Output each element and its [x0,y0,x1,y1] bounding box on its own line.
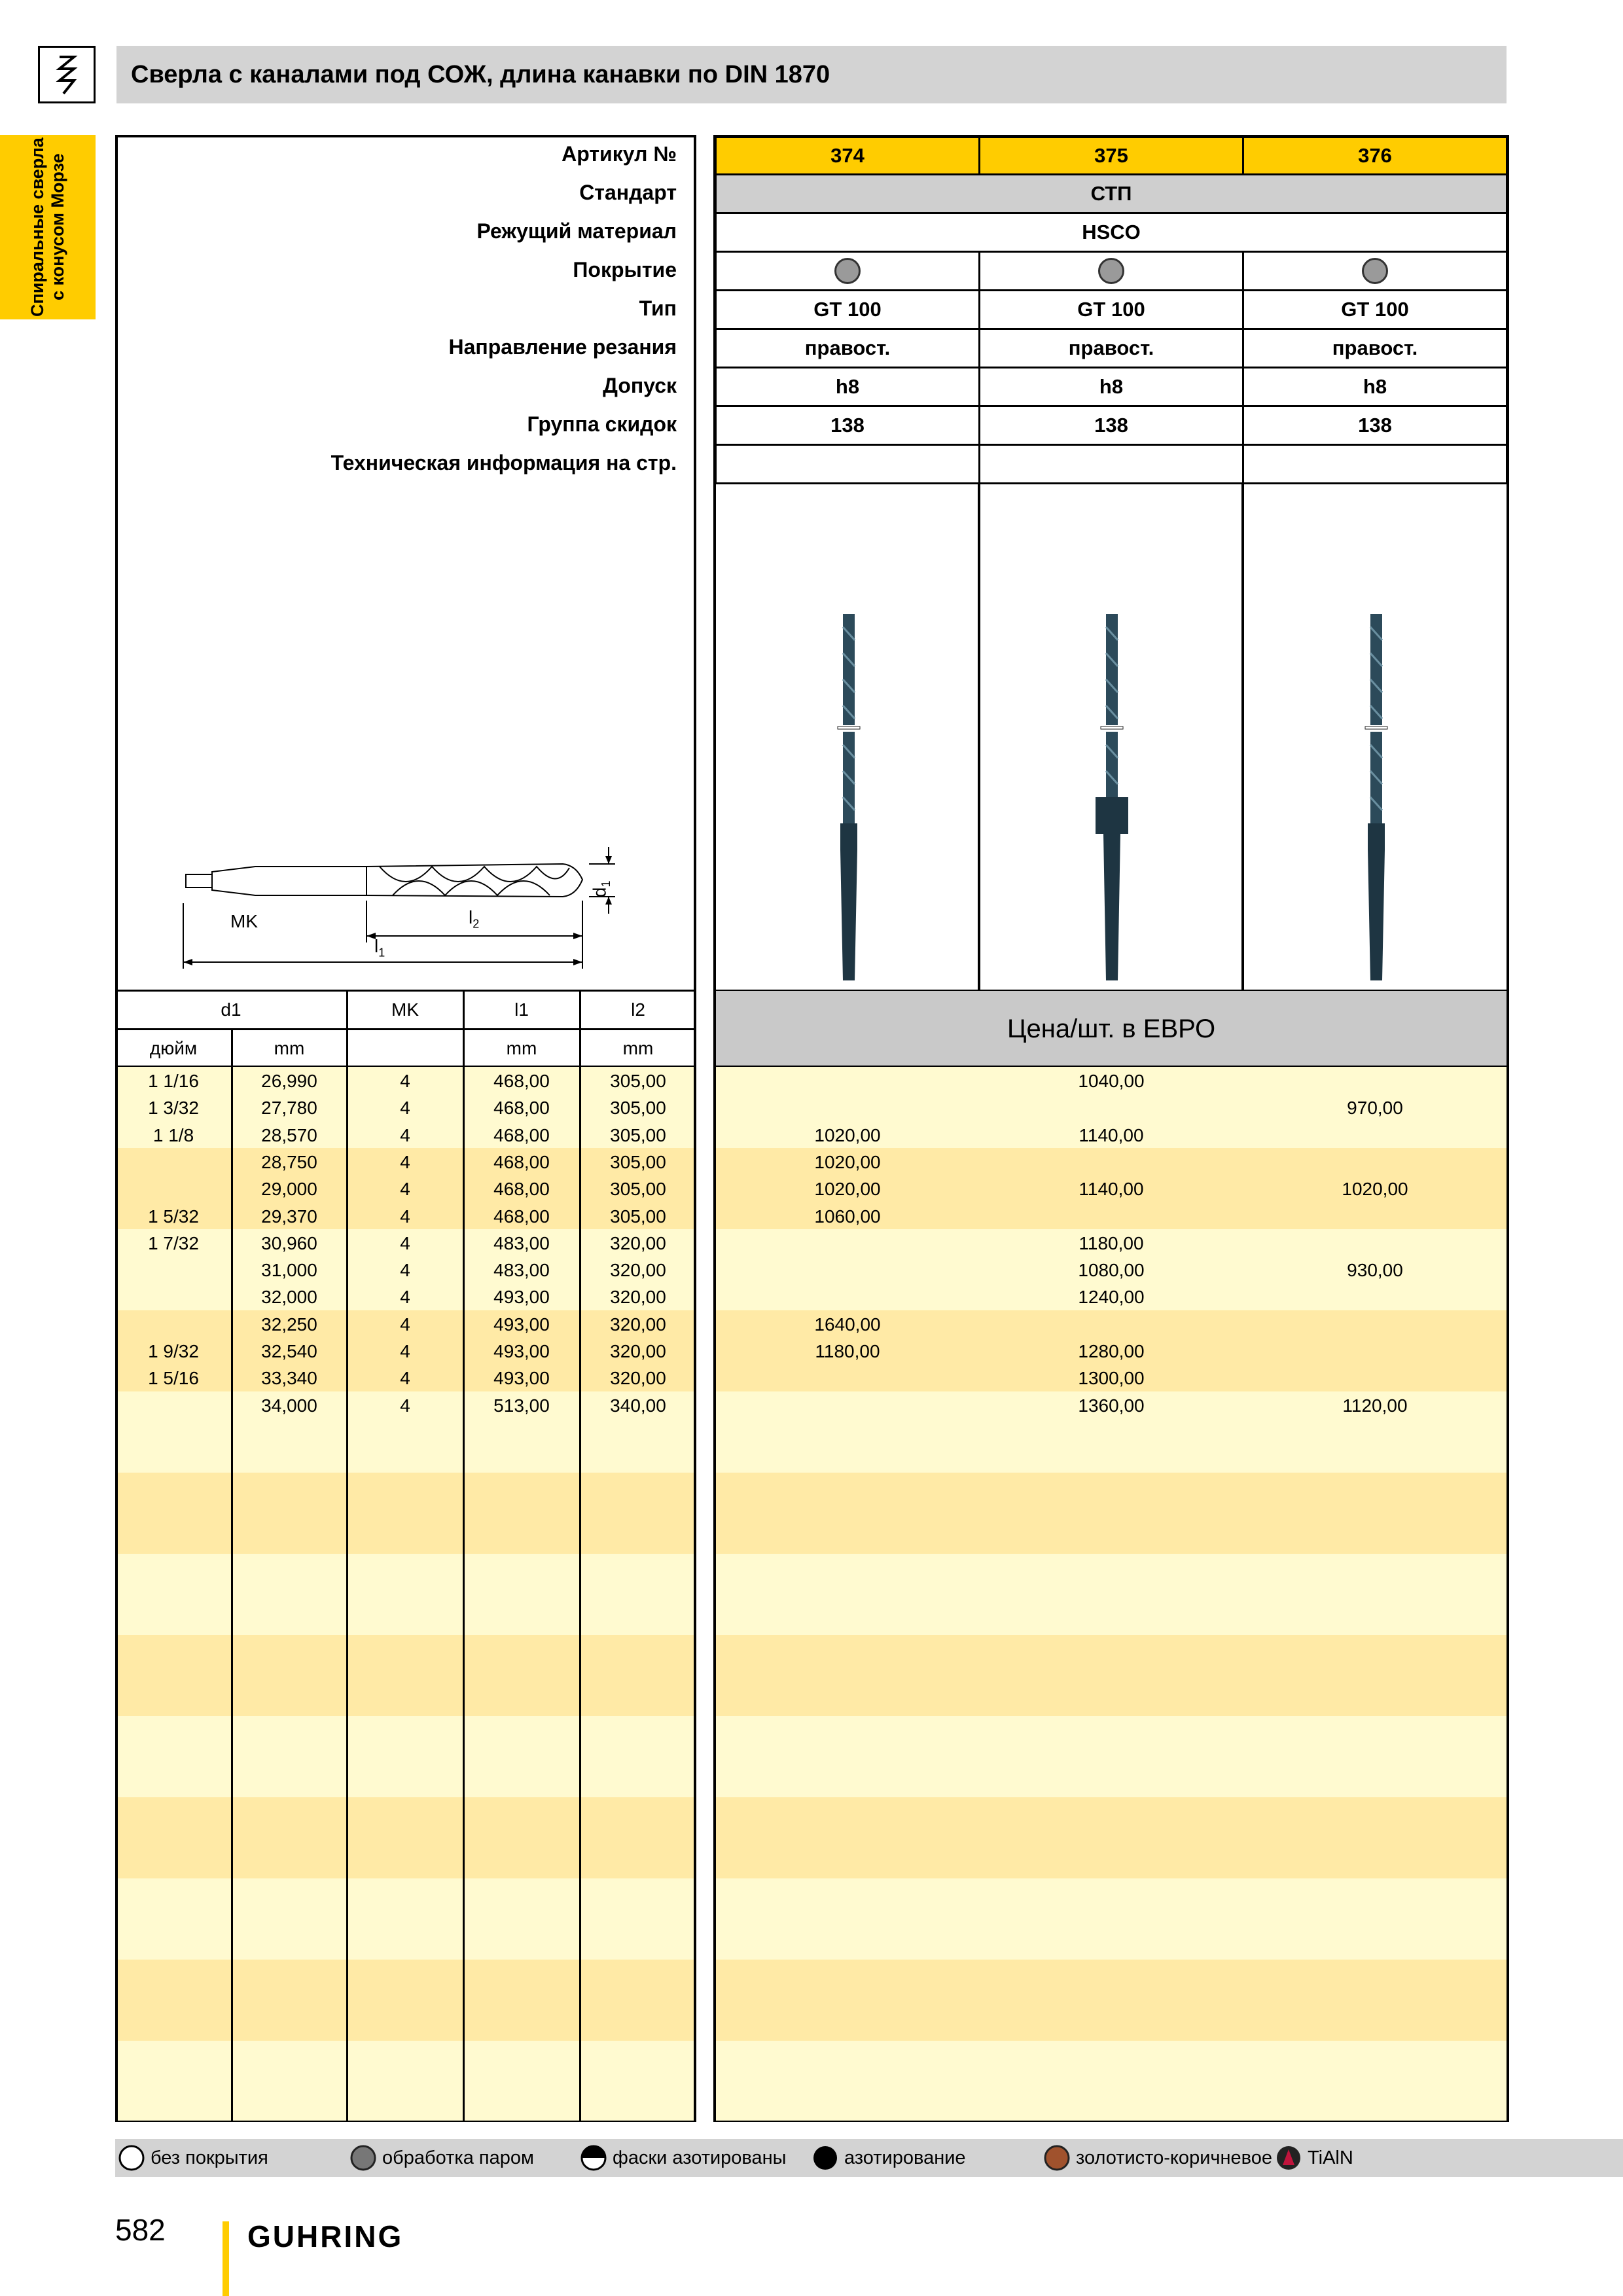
tolerance-374: h8 [715,367,980,407]
price-375 [978,1311,1244,1338]
cell-mk: 4 [400,1368,410,1389]
cell-d1-mm: 29,000 [261,1179,317,1200]
cell-d1-mm: 32,000 [261,1287,317,1308]
price-376 [1242,1230,1508,1257]
coating-374 [715,251,980,291]
col-inch-unit: дюйм [149,1038,198,1058]
article-376: 376 [1242,136,1508,175]
price-374: 1020,00 [814,1124,881,1145]
price-376 [1242,1122,1508,1149]
price-374 [715,1067,980,1094]
row-stripe [118,1960,694,2041]
row-stripe [716,1960,1507,2041]
price-374: 1020,00 [814,1179,881,1200]
price-375: 1140,00 [1079,1124,1144,1145]
cell-l1: 493,00 [493,1368,550,1389]
diagram-l1-sub: 1 [378,946,385,960]
col-l2-unit: mm [622,1038,654,1058]
techinfo-374 [715,444,980,484]
drill-drawing [170,838,641,982]
tolerance-375: h8 [978,367,1244,407]
row-stripe [118,1797,694,1878]
price-374 [715,1283,980,1310]
material-value: HSCO [715,212,1508,253]
price-375 [978,1203,1244,1230]
diagram-l2-sub: 2 [473,917,480,931]
cell-inch: 1 5/16 [148,1368,199,1389]
col-d1: d1 [221,999,241,1020]
legend-steam [349,2139,534,2177]
cell-inch: 1 1/8 [152,1124,194,1145]
row-stripe [118,1473,694,1554]
tolerance-376: h8 [1242,367,1508,407]
page-number: 582 [115,2213,166,2247]
legend-gold-brown [1043,2139,1272,2177]
legend-nitrided [812,2139,966,2177]
grid-line [579,991,581,2121]
grid-line [463,991,465,2121]
cell-inch [115,1392,232,1419]
cell-mk: 4 [400,1151,410,1172]
row-stripe [118,1554,694,1635]
row-stripe [716,2041,1507,2121]
cell-inch [115,1175,232,1202]
label-tolerance: Допуск [603,374,677,397]
cell-inch: 1 9/32 [148,1341,199,1361]
price-376 [1242,1283,1508,1310]
cell-l1: 483,00 [493,1232,550,1253]
steam-treated-icon [349,2144,377,2172]
nitrided-icon [812,2144,839,2172]
cell-d1-mm: 28,570 [261,1124,317,1145]
cell-l2: 305,00 [610,1206,666,1227]
nitrided-chamfer-icon [580,2144,607,2172]
label-type: Тип [639,296,677,320]
grid-line [346,991,348,2121]
drill-376-image [1353,614,1399,980]
direction-375: правост. [978,328,1244,368]
article-375: 375 [978,136,1244,175]
price-376: 970,00 [1347,1098,1403,1119]
cell-inch [115,1311,232,1338]
cell-d1-mm: 30,960 [261,1232,317,1253]
cell-d1-mm: 32,540 [261,1341,317,1361]
row-stripe [716,1635,1507,1716]
coating-376 [1242,251,1508,291]
row-stripe [716,1554,1507,1635]
legend-label: без покрытия [151,2147,268,2168]
type-374: GT 100 [715,289,980,330]
cell-l1: 493,00 [493,1314,550,1335]
price-374: 1180,00 [815,1341,880,1361]
cell-mk: 4 [400,1232,410,1253]
cell-l1: 468,00 [493,1071,550,1091]
cell-l1: 468,00 [493,1098,550,1119]
label-article: Артикул № [562,142,677,166]
cell-inch: 1 5/32 [148,1206,199,1227]
steam-treated-icon [1362,258,1388,284]
row-stripe [716,1716,1507,1797]
type-376: GT 100 [1242,289,1508,330]
price-375: 1140,00 [1079,1179,1144,1200]
cell-l1: 468,00 [493,1206,550,1227]
price-374: 1020,00 [814,1151,881,1172]
row-stripe [118,1716,694,1797]
product-images [715,483,1508,991]
price-375: 1280,00 [1078,1341,1145,1361]
diagram-mk-label: MK [230,911,258,931]
diagram-l1-letter: l [374,936,379,956]
label-tech-info: Техническая информация на стр. [330,451,677,475]
brand-logo: GUHRING [247,2219,404,2253]
row-stripe [118,2041,694,2121]
uncoated-icon [118,2144,145,2172]
price-376 [1242,1365,1508,1391]
col-mm-unit: mm [274,1038,305,1058]
cell-d1-mm: 32,250 [261,1314,317,1335]
cell-inch [115,1283,232,1310]
legend-label: золотисто-коричневое [1076,2147,1272,2168]
cell-l1: 468,00 [493,1151,550,1172]
col-mk: MK [391,999,419,1020]
cell-d1-mm: 33,340 [261,1368,317,1389]
drill-374-image [826,614,872,980]
legend-nitrided-chamfer [580,2139,787,2177]
row-stripe [716,1473,1507,1554]
steam-treated-icon [834,258,861,284]
cell-l1: 493,00 [493,1341,550,1361]
cell-inch: 1 1/16 [148,1071,199,1091]
price-375 [978,1149,1244,1175]
col-l1: l1 [514,999,529,1020]
cell-l1: 493,00 [493,1287,550,1308]
price-374 [715,1257,980,1283]
col-l2: l2 [631,999,645,1020]
legend-label: обработка паром [382,2147,534,2168]
price-376 [1242,1149,1508,1175]
price-374: 1640,00 [814,1314,881,1335]
cell-l1: 513,00 [493,1395,550,1416]
image-divider [1241,483,1244,991]
article-374: 374 [715,136,980,175]
cell-inch: 1 3/32 [148,1098,199,1119]
row-stripe [716,1878,1507,1960]
discount-374: 138 [715,405,980,446]
cell-l2: 340,00 [610,1395,666,1416]
cell-l2: 305,00 [610,1151,666,1172]
page-title: Сверла с каналами под СОЖ, длина канавки по DIN 1870 [131,61,830,88]
cell-l1: 483,00 [493,1260,550,1281]
price-375: 1040,00 [1078,1071,1145,1091]
coating-375 [978,251,1244,291]
row-stripe [716,1797,1507,1878]
cell-l2: 305,00 [610,1179,666,1200]
drill-375-image [1089,614,1135,980]
cell-d1-mm: 31,000 [261,1260,317,1281]
cell-mk: 4 [400,1179,410,1200]
cell-d1-mm: 34,000 [261,1395,317,1416]
cell-l2: 305,00 [610,1098,666,1119]
type-375: GT 100 [978,289,1244,330]
side-tab-label: Спиральные сверла с конусом Морзе [27,137,67,317]
cell-mk: 4 [400,1071,410,1091]
legend-uncoated [118,2139,268,2177]
cell-l2: 305,00 [610,1124,666,1145]
image-divider [978,483,980,991]
price-376 [1242,1203,1508,1230]
cell-l2: 320,00 [610,1341,666,1361]
cell-mk: 4 [400,1098,410,1119]
price-375: 1240,00 [1078,1287,1145,1308]
cell-d1-mm: 28,750 [261,1151,317,1172]
diagram-l1-label [374,936,385,960]
cell-mk: 4 [400,1260,410,1281]
legend-tialn [1275,2139,1353,2177]
cell-l2: 305,00 [610,1071,666,1091]
price-header: Цена/шт. в ЕВРО [716,991,1507,1067]
cell-mk: 4 [400,1341,410,1361]
cell-mk: 4 [400,1287,410,1308]
drill-logo-icon [38,46,96,103]
cell-mk: 4 [400,1124,410,1145]
footer-rule [223,2221,229,2296]
cell-l1: 468,00 [493,1124,550,1145]
cell-inch [115,1149,232,1175]
standard-value: СТП [715,173,1508,214]
cell-mk: 4 [400,1314,410,1335]
price-376: 930,00 [1347,1260,1403,1281]
cell-l2: 320,00 [610,1260,666,1281]
label-discount-group: Группа скидок [527,412,677,436]
cell-d1-mm: 29,370 [261,1206,317,1227]
direction-374: правост. [715,328,980,368]
techinfo-376 [1242,444,1508,484]
label-standard: Стандарт [579,181,677,204]
cell-l1: 468,00 [493,1179,550,1200]
diagram-d1-letter: d [589,887,610,898]
diagram-l2-letter: l [469,907,473,927]
cell-l2: 320,00 [610,1314,666,1335]
cell-l2: 320,00 [610,1368,666,1389]
price-375: 1360,00 [1078,1395,1145,1416]
legend-label: азотирование [844,2147,966,2168]
price-375 [978,1094,1244,1121]
price-376 [1242,1067,1508,1094]
diagram-d1-sub: 1 [599,880,613,888]
price-375: 1180,00 [1079,1232,1144,1253]
price-374: 1060,00 [814,1206,881,1227]
steam-treated-icon [1098,258,1124,284]
price-374 [715,1392,980,1419]
price-376 [1242,1338,1508,1365]
price-376 [1242,1311,1508,1338]
legend-label: фаски азотированы [613,2147,787,2168]
price-376: 1020,00 [1342,1179,1408,1200]
cell-l2: 320,00 [610,1287,666,1308]
cell-l2: 320,00 [610,1232,666,1253]
diagram-d1-label [590,881,614,898]
col-l1-unit: mm [506,1038,537,1058]
cell-d1-mm: 27,780 [261,1098,317,1119]
price-374 [715,1365,980,1391]
price-376: 1120,00 [1342,1395,1408,1416]
label-coating: Покрытие [573,258,677,281]
price-374 [715,1094,980,1121]
price-374 [715,1230,980,1257]
cell-inch: 1 7/32 [148,1232,199,1253]
tialn-icon [1275,2144,1302,2172]
gold-brown-icon [1043,2144,1071,2172]
row-stripe [118,1635,694,1716]
diagram-l2-label [469,907,479,931]
label-material: Режущий материал [476,219,677,243]
cell-mk: 4 [400,1395,410,1416]
label-cutting-direction: Направление резания [448,335,677,359]
price-375: 1300,00 [1078,1368,1145,1389]
price-375: 1080,00 [1078,1260,1145,1281]
techinfo-375 [978,444,1244,484]
cell-inch [115,1257,232,1283]
cell-d1-mm: 26,990 [261,1071,317,1091]
direction-376: правост. [1242,328,1508,368]
cell-mk: 4 [400,1206,410,1227]
row-stripe [118,1878,694,1960]
discount-375: 138 [978,405,1244,446]
discount-376: 138 [1242,405,1508,446]
legend-label: TiAlN [1308,2147,1353,2168]
grid-line [231,1030,233,2121]
